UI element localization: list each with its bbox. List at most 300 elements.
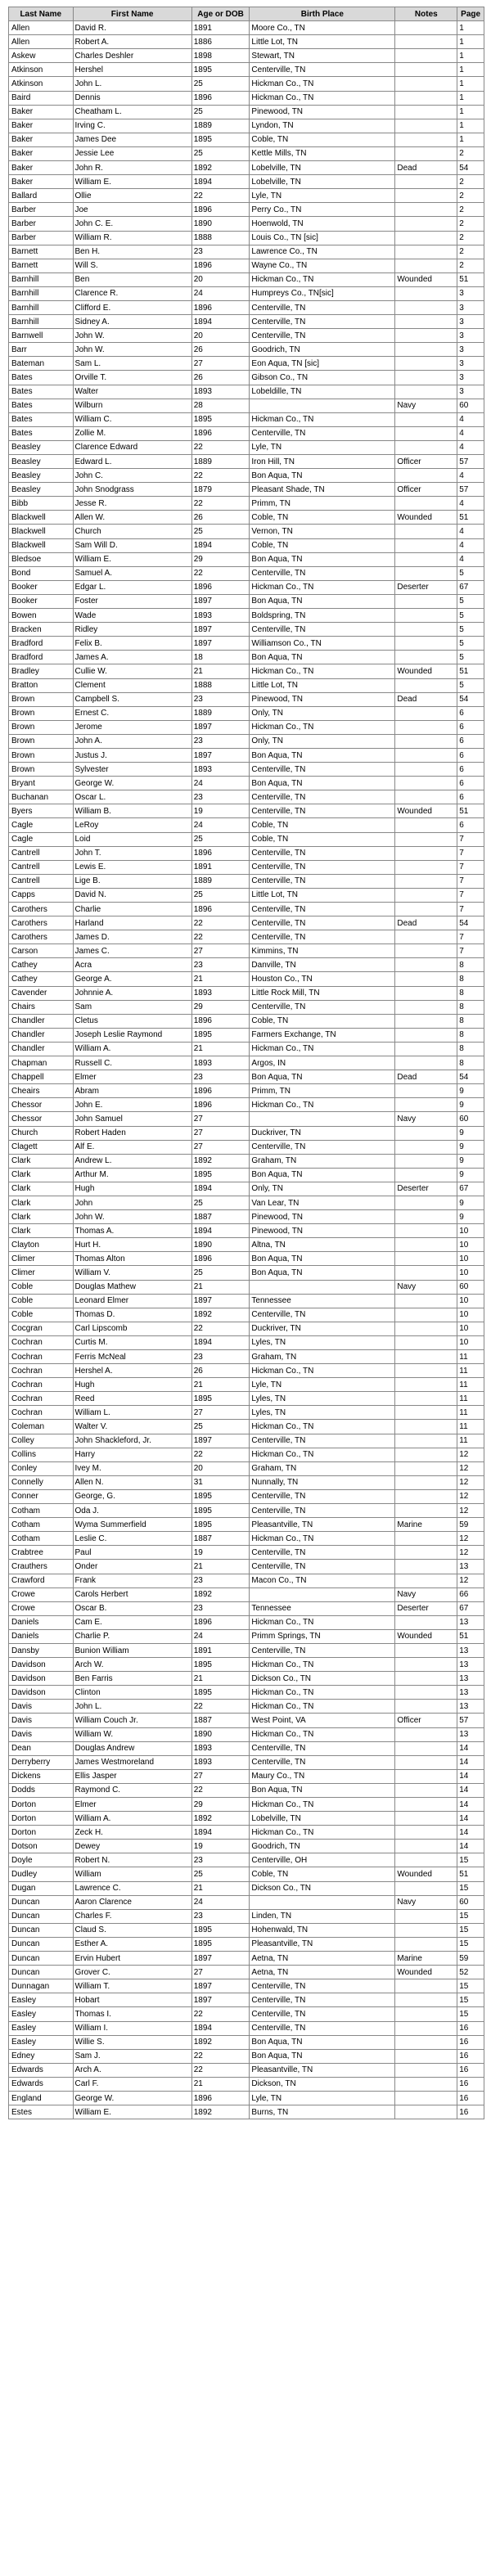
- notes-cell: [395, 1224, 457, 1238]
- first-name-cell: John T.: [73, 846, 191, 860]
- notes-cell: Deserter: [395, 580, 457, 594]
- table-row: [9, 357, 484, 371]
- table-row: [9, 1112, 484, 1126]
- last-name-cell: Cochran: [9, 1406, 74, 1420]
- birth-place-cell: Eon Aqua, TN [sic]: [250, 357, 395, 371]
- age-or-dob-cell: 24: [191, 286, 250, 300]
- last-name-cell: Doyle: [9, 1853, 74, 1867]
- first-name-cell: John E.: [73, 1098, 191, 1112]
- table-row: [9, 1700, 484, 1714]
- age-or-dob-cell: 1893: [191, 1056, 250, 1070]
- page-cell: 57: [457, 1714, 484, 1727]
- notes-cell: Deserter: [395, 1601, 457, 1615]
- first-name-cell: John W.: [73, 343, 191, 357]
- age-or-dob-cell: 22: [191, 440, 250, 454]
- last-name-cell: Dean: [9, 1741, 74, 1755]
- age-or-dob-cell: 1892: [191, 1308, 250, 1322]
- age-or-dob-cell: 25: [191, 1420, 250, 1434]
- table-row: [9, 440, 484, 454]
- notes-cell: [395, 1574, 457, 1587]
- page-cell: 5: [457, 566, 484, 580]
- last-name-cell: Cochran: [9, 1350, 74, 1364]
- page-cell: 16: [457, 2063, 484, 2077]
- birth-place-cell: Hickman Co., TN: [250, 1532, 395, 1546]
- last-name-cell: Clark: [9, 1210, 74, 1224]
- notes-cell: [395, 1154, 457, 1168]
- notes-cell: Officer: [395, 1714, 457, 1727]
- notes-cell: [395, 1196, 457, 1209]
- age-or-dob-cell: 1896: [191, 2091, 250, 2105]
- table-row: [9, 944, 484, 958]
- table-row: [9, 1601, 484, 1615]
- page-cell: 1: [457, 105, 484, 119]
- birth-place-cell: Dickson Co., TN: [250, 1672, 395, 1686]
- last-name-cell: Davidson: [9, 1672, 74, 1686]
- page-cell: 54: [457, 161, 484, 175]
- notes-cell: [395, 958, 457, 972]
- notes-cell: [395, 1448, 457, 1461]
- notes-cell: [395, 594, 457, 608]
- last-name-cell: Cochran: [9, 1364, 74, 1378]
- notes-cell: [395, 1420, 457, 1434]
- notes-cell: [395, 525, 457, 538]
- age-or-dob-cell: 25: [191, 105, 250, 119]
- first-name-cell: Charlie P.: [73, 1629, 191, 1643]
- last-name-cell: Dotson: [9, 1840, 74, 1853]
- last-name-cell: Chapman: [9, 1056, 74, 1070]
- table-row: [9, 637, 484, 651]
- last-name-cell: Cochran: [9, 1392, 74, 1406]
- age-or-dob-cell: 1896: [191, 903, 250, 916]
- page-cell: 1: [457, 91, 484, 105]
- first-name-cell: Charlie: [73, 903, 191, 916]
- table-row: [9, 566, 484, 580]
- first-name-cell: Reed: [73, 1392, 191, 1406]
- age-or-dob-cell: 21: [191, 2077, 250, 2091]
- page-cell: 7: [457, 903, 484, 916]
- birth-place-cell: Hickman Co., TN: [250, 91, 395, 105]
- page-cell: 2: [457, 245, 484, 259]
- last-name-cell: Byers: [9, 804, 74, 818]
- first-name-cell: Douglas Mathew: [73, 1280, 191, 1294]
- first-name-cell: Ervin Hubert: [73, 1952, 191, 1966]
- birth-place-cell: Centerville, TN: [250, 1504, 395, 1518]
- page-cell: 4: [457, 525, 484, 538]
- first-name-cell: William A.: [73, 1812, 191, 1826]
- last-name-cell: Climer: [9, 1266, 74, 1280]
- age-or-dob-cell: 1897: [191, 594, 250, 608]
- page-cell: 54: [457, 916, 484, 930]
- birth-place-cell: Argos, IN: [250, 1056, 395, 1070]
- table-row: [9, 1154, 484, 1168]
- age-or-dob-cell: 1897: [191, 748, 250, 762]
- table-row: [9, 119, 484, 133]
- birth-place-cell: Pleasantville, TN: [250, 1937, 395, 1951]
- birth-place-cell: Pinewood, TN: [250, 692, 395, 706]
- table-row: [9, 874, 484, 888]
- age-or-dob-cell: 27: [191, 1406, 250, 1420]
- table-row: [9, 1126, 484, 1140]
- table-row: [9, 2063, 484, 2077]
- first-name-cell: Joe: [73, 203, 191, 217]
- age-or-dob-cell: 23: [191, 958, 250, 972]
- table-row: [9, 2021, 484, 2035]
- notes-cell: [395, 2021, 457, 2035]
- page-cell: 7: [457, 846, 484, 860]
- table-row: [9, 2007, 484, 2021]
- page-cell: 9: [457, 1098, 484, 1112]
- notes-cell: [395, 1532, 457, 1546]
- page-cell: 13: [457, 1658, 484, 1672]
- first-name-cell: Clinton: [73, 1686, 191, 1700]
- birth-place-cell: Dickson Co., TN: [250, 1881, 395, 1895]
- notes-cell: [395, 1434, 457, 1448]
- first-name-cell: Ferris McNeal: [73, 1350, 191, 1364]
- first-name-cell: Sam L.: [73, 357, 191, 371]
- notes-cell: [395, 497, 457, 511]
- birth-place-cell: Lyndon, TN: [250, 119, 395, 133]
- birth-place-cell: Centerville, TN: [250, 1643, 395, 1657]
- table-row: [9, 1196, 484, 1209]
- age-or-dob-cell: 1888: [191, 678, 250, 692]
- first-name-cell: Clarence R.: [73, 286, 191, 300]
- birth-place-cell: Hickman Co., TN: [250, 1700, 395, 1714]
- last-name-cell: Davis: [9, 1727, 74, 1741]
- birth-place-cell: Primm, TN: [250, 1084, 395, 1098]
- age-or-dob-cell: 1889: [191, 874, 250, 888]
- last-name-cell: Capps: [9, 888, 74, 902]
- first-name-cell: Jerome: [73, 720, 191, 734]
- page-cell: 3: [457, 300, 484, 314]
- table-row: [9, 1364, 484, 1378]
- birth-place-cell: Lyles, TN: [250, 1392, 395, 1406]
- table-row: [9, 651, 484, 664]
- notes-cell: Wounded: [395, 1966, 457, 1979]
- birth-place-cell: Hickman Co., TN: [250, 580, 395, 594]
- last-name-cell: Barnett: [9, 259, 74, 272]
- last-name-cell: Clark: [9, 1224, 74, 1238]
- page-cell: 6: [457, 818, 484, 832]
- first-name-cell: Harry: [73, 1448, 191, 1461]
- last-name-cell: Buchanan: [9, 790, 74, 804]
- age-or-dob-cell: 20: [191, 1461, 250, 1475]
- notes-cell: [395, 903, 457, 916]
- age-or-dob-cell: 22: [191, 1700, 250, 1714]
- last-name-cell: Barnhill: [9, 315, 74, 329]
- birth-place-cell: Centerville, TN: [250, 315, 395, 329]
- last-name-cell: Davis: [9, 1700, 74, 1714]
- birth-place-cell: Bon Aqua, TN: [250, 594, 395, 608]
- page-cell: 13: [457, 1615, 484, 1629]
- page-cell: 11: [457, 1434, 484, 1448]
- birth-place-cell: Centerville, TN: [250, 846, 395, 860]
- birth-place-cell: Perry Co., TN: [250, 203, 395, 217]
- first-name-cell: Johnnie A.: [73, 986, 191, 1000]
- notes-cell: Dead: [395, 916, 457, 930]
- age-or-dob-cell: 29: [191, 1000, 250, 1014]
- birth-place-cell: Lobelville, TN: [250, 175, 395, 189]
- birth-place-cell: Hickman Co., TN: [250, 1798, 395, 1812]
- table-row: [9, 1294, 484, 1308]
- first-name-cell: Campbell S.: [73, 692, 191, 706]
- first-name-cell: Andrew L.: [73, 1154, 191, 1168]
- age-or-dob-cell: 1896: [191, 300, 250, 314]
- notes-cell: [395, 231, 457, 245]
- first-name-cell: William R.: [73, 231, 191, 245]
- last-name-cell: Cochran: [9, 1335, 74, 1349]
- page-cell: 60: [457, 399, 484, 412]
- birth-place-cell: [250, 1112, 395, 1126]
- page-cell: 4: [457, 497, 484, 511]
- age-or-dob-cell: 1887: [191, 1210, 250, 1224]
- first-name-cell: Alf E.: [73, 1140, 191, 1154]
- notes-cell: [395, 860, 457, 874]
- birth-place-cell: Coble, TN: [250, 511, 395, 525]
- notes-cell: [395, 217, 457, 231]
- age-or-dob-cell: 1897: [191, 1952, 250, 1966]
- notes-cell: [395, 203, 457, 217]
- page-cell: 5: [457, 678, 484, 692]
- header-age-or-dob: Age or DOB: [191, 7, 250, 21]
- age-or-dob-cell: 1892: [191, 1812, 250, 1826]
- age-or-dob-cell: 25: [191, 77, 250, 91]
- table-row: [9, 804, 484, 818]
- page-cell: 51: [457, 804, 484, 818]
- notes-cell: [395, 343, 457, 357]
- table-row: [9, 1420, 484, 1434]
- table-row: [9, 832, 484, 846]
- page-cell: 7: [457, 874, 484, 888]
- first-name-cell: Carl F.: [73, 2077, 191, 2091]
- birth-place-cell: Centerville, TN: [250, 1140, 395, 1154]
- first-name-cell: Esther A.: [73, 1937, 191, 1951]
- age-or-dob-cell: 22: [191, 1783, 250, 1797]
- last-name-cell: Barnhill: [9, 272, 74, 286]
- table-row: [9, 77, 484, 91]
- first-name-cell: Charles F.: [73, 1909, 191, 1923]
- page-cell: 6: [457, 734, 484, 748]
- last-name-cell: Dansby: [9, 1643, 74, 1657]
- notes-cell: [395, 1406, 457, 1420]
- birth-place-cell: Hohenwald, TN: [250, 1923, 395, 1937]
- page-cell: 12: [457, 1532, 484, 1546]
- table-row: [9, 594, 484, 608]
- table-row: [9, 1546, 484, 1560]
- table-row: [9, 203, 484, 217]
- first-name-cell: Carols Herbert: [73, 1587, 191, 1601]
- last-name-cell: Easley: [9, 2035, 74, 2049]
- age-or-dob-cell: 1896: [191, 1098, 250, 1112]
- birth-place-cell: Coble, TN: [250, 133, 395, 146]
- header-row: [9, 7, 484, 21]
- page-cell: 2: [457, 146, 484, 160]
- notes-cell: [395, 734, 457, 748]
- page-cell: 14: [457, 1826, 484, 1840]
- notes-cell: [395, 1700, 457, 1714]
- notes-cell: [395, 832, 457, 846]
- table-row: [9, 1042, 484, 1056]
- birth-place-cell: [250, 1280, 395, 1294]
- last-name-cell: Cagle: [9, 818, 74, 832]
- last-name-cell: Cathey: [9, 958, 74, 972]
- notes-cell: [395, 944, 457, 958]
- first-name-cell: Hugh: [73, 1182, 191, 1196]
- birth-place-cell: Hickman Co., TN: [250, 1658, 395, 1672]
- age-or-dob-cell: 22: [191, 2049, 250, 2063]
- page-cell: 4: [457, 538, 484, 552]
- table-row: [9, 245, 484, 259]
- birth-place-cell: Houston Co., TN: [250, 972, 395, 986]
- last-name-cell: Crauthers: [9, 1560, 74, 1574]
- notes-cell: [395, 300, 457, 314]
- last-name-cell: Bratton: [9, 678, 74, 692]
- page-cell: 16: [457, 2035, 484, 2049]
- first-name-cell: James Dee: [73, 133, 191, 146]
- table-row: [9, 888, 484, 902]
- first-name-cell: Sylvester: [73, 763, 191, 777]
- first-name-cell: Acra: [73, 958, 191, 972]
- age-or-dob-cell: 1892: [191, 161, 250, 175]
- table-row: [9, 1840, 484, 1853]
- page-cell: 3: [457, 385, 484, 399]
- last-name-cell: Chandler: [9, 1042, 74, 1056]
- page-cell: 1: [457, 35, 484, 49]
- table-row: [9, 1826, 484, 1840]
- last-name-cell: Cavender: [9, 986, 74, 1000]
- notes-cell: [395, 1504, 457, 1518]
- notes-cell: [395, 63, 457, 77]
- notes-cell: [395, 706, 457, 720]
- age-or-dob-cell: 1894: [191, 1826, 250, 1840]
- page-cell: 9: [457, 1210, 484, 1224]
- notes-cell: [395, 720, 457, 734]
- table-row: [9, 1224, 484, 1238]
- birth-place-cell: Hoenwold, TN: [250, 217, 395, 231]
- first-name-cell: Ridley: [73, 623, 191, 637]
- birth-place-cell: Hickman Co., TN: [250, 1420, 395, 1434]
- table-row: [9, 1475, 484, 1489]
- notes-cell: [395, 1378, 457, 1392]
- page-cell: 10: [457, 1238, 484, 1252]
- age-or-dob-cell: 23: [191, 1601, 250, 1615]
- first-name-cell: John: [73, 1196, 191, 1209]
- notes-cell: [395, 818, 457, 832]
- notes-cell: [395, 1993, 457, 2007]
- birth-place-cell: Coble, TN: [250, 1014, 395, 1028]
- first-name-cell: Allen N.: [73, 1475, 191, 1489]
- notes-cell: [395, 1686, 457, 1700]
- birth-place-cell: Centerville, TN: [250, 874, 395, 888]
- table-row: [9, 2091, 484, 2105]
- birth-place-cell: Danville, TN: [250, 958, 395, 972]
- first-name-cell: Ernest C.: [73, 706, 191, 720]
- first-name-cell: William V.: [73, 1266, 191, 1280]
- page-cell: 51: [457, 1629, 484, 1643]
- first-name-cell: Allen W.: [73, 511, 191, 525]
- first-name-cell: Ollie: [73, 189, 191, 203]
- page-cell: 16: [457, 2105, 484, 2119]
- birth-place-cell: Lyles, TN: [250, 1335, 395, 1349]
- age-or-dob-cell: 1898: [191, 49, 250, 63]
- table-row: [9, 49, 484, 63]
- notes-cell: Wounded: [395, 511, 457, 525]
- first-name-cell: John Samuel: [73, 1112, 191, 1126]
- age-or-dob-cell: 27: [191, 1112, 250, 1126]
- age-or-dob-cell: 22: [191, 189, 250, 203]
- last-name-cell: Coleman: [9, 1420, 74, 1434]
- last-name-cell: Duncan: [9, 1952, 74, 1966]
- first-name-cell: Ben H.: [73, 245, 191, 259]
- last-name-cell: Crawford: [9, 1574, 74, 1587]
- birth-place-cell: Coble, TN: [250, 1867, 395, 1881]
- page-cell: 8: [457, 1014, 484, 1028]
- last-name-cell: Brown: [9, 763, 74, 777]
- notes-cell: [395, 1812, 457, 1826]
- age-or-dob-cell: 1886: [191, 35, 250, 49]
- birth-place-cell: Bon Aqua, TN: [250, 1070, 395, 1084]
- table-row: [9, 1658, 484, 1672]
- last-name-cell: Allen: [9, 35, 74, 49]
- birth-place-cell: Centerville, TN: [250, 426, 395, 440]
- last-name-cell: Baker: [9, 161, 74, 175]
- age-or-dob-cell: 1894: [191, 175, 250, 189]
- last-name-cell: Dudley: [9, 1867, 74, 1881]
- page-cell: 15: [457, 1937, 484, 1951]
- table-row: [9, 1812, 484, 1826]
- page-cell: 60: [457, 1280, 484, 1294]
- age-or-dob-cell: 1895: [191, 1504, 250, 1518]
- page-cell: 57: [457, 455, 484, 469]
- table-row: [9, 511, 484, 525]
- page-cell: 10: [457, 1308, 484, 1322]
- age-or-dob-cell: 23: [191, 790, 250, 804]
- page-cell: 1: [457, 21, 484, 35]
- age-or-dob-cell: 1896: [191, 1252, 250, 1266]
- first-name-cell: James A.: [73, 651, 191, 664]
- last-name-cell: Bledsoe: [9, 552, 74, 566]
- page-cell: 67: [457, 580, 484, 594]
- age-or-dob-cell: 22: [191, 1448, 250, 1461]
- age-or-dob-cell: 1897: [191, 637, 250, 651]
- last-name-cell: Booker: [9, 594, 74, 608]
- first-name-cell: James D.: [73, 930, 191, 944]
- page-cell: 4: [457, 469, 484, 483]
- table-row: [9, 217, 484, 231]
- first-name-cell: Zeck H.: [73, 1826, 191, 1840]
- last-name-cell: Barber: [9, 203, 74, 217]
- last-name-cell: Carothers: [9, 930, 74, 944]
- table-row: [9, 272, 484, 286]
- age-or-dob-cell: 22: [191, 930, 250, 944]
- last-name-cell: Atkinson: [9, 77, 74, 91]
- last-name-cell: Brown: [9, 706, 74, 720]
- birth-place-cell: Centerville, TN: [250, 1546, 395, 1560]
- page-cell: 11: [457, 1392, 484, 1406]
- page-cell: 5: [457, 637, 484, 651]
- age-or-dob-cell: 31: [191, 1475, 250, 1489]
- birth-place-cell: Hickman Co., TN: [250, 1686, 395, 1700]
- age-or-dob-cell: 1893: [191, 763, 250, 777]
- age-or-dob-cell: 1897: [191, 1294, 250, 1308]
- table-row: [9, 1084, 484, 1098]
- last-name-cell: Clayton: [9, 1238, 74, 1252]
- page-cell: 16: [457, 2091, 484, 2105]
- page-cell: 15: [457, 1923, 484, 1937]
- first-name-cell: Hurt H.: [73, 1238, 191, 1252]
- first-name-cell: John L.: [73, 77, 191, 91]
- table-row: [9, 1937, 484, 1951]
- age-or-dob-cell: 21: [191, 1560, 250, 1574]
